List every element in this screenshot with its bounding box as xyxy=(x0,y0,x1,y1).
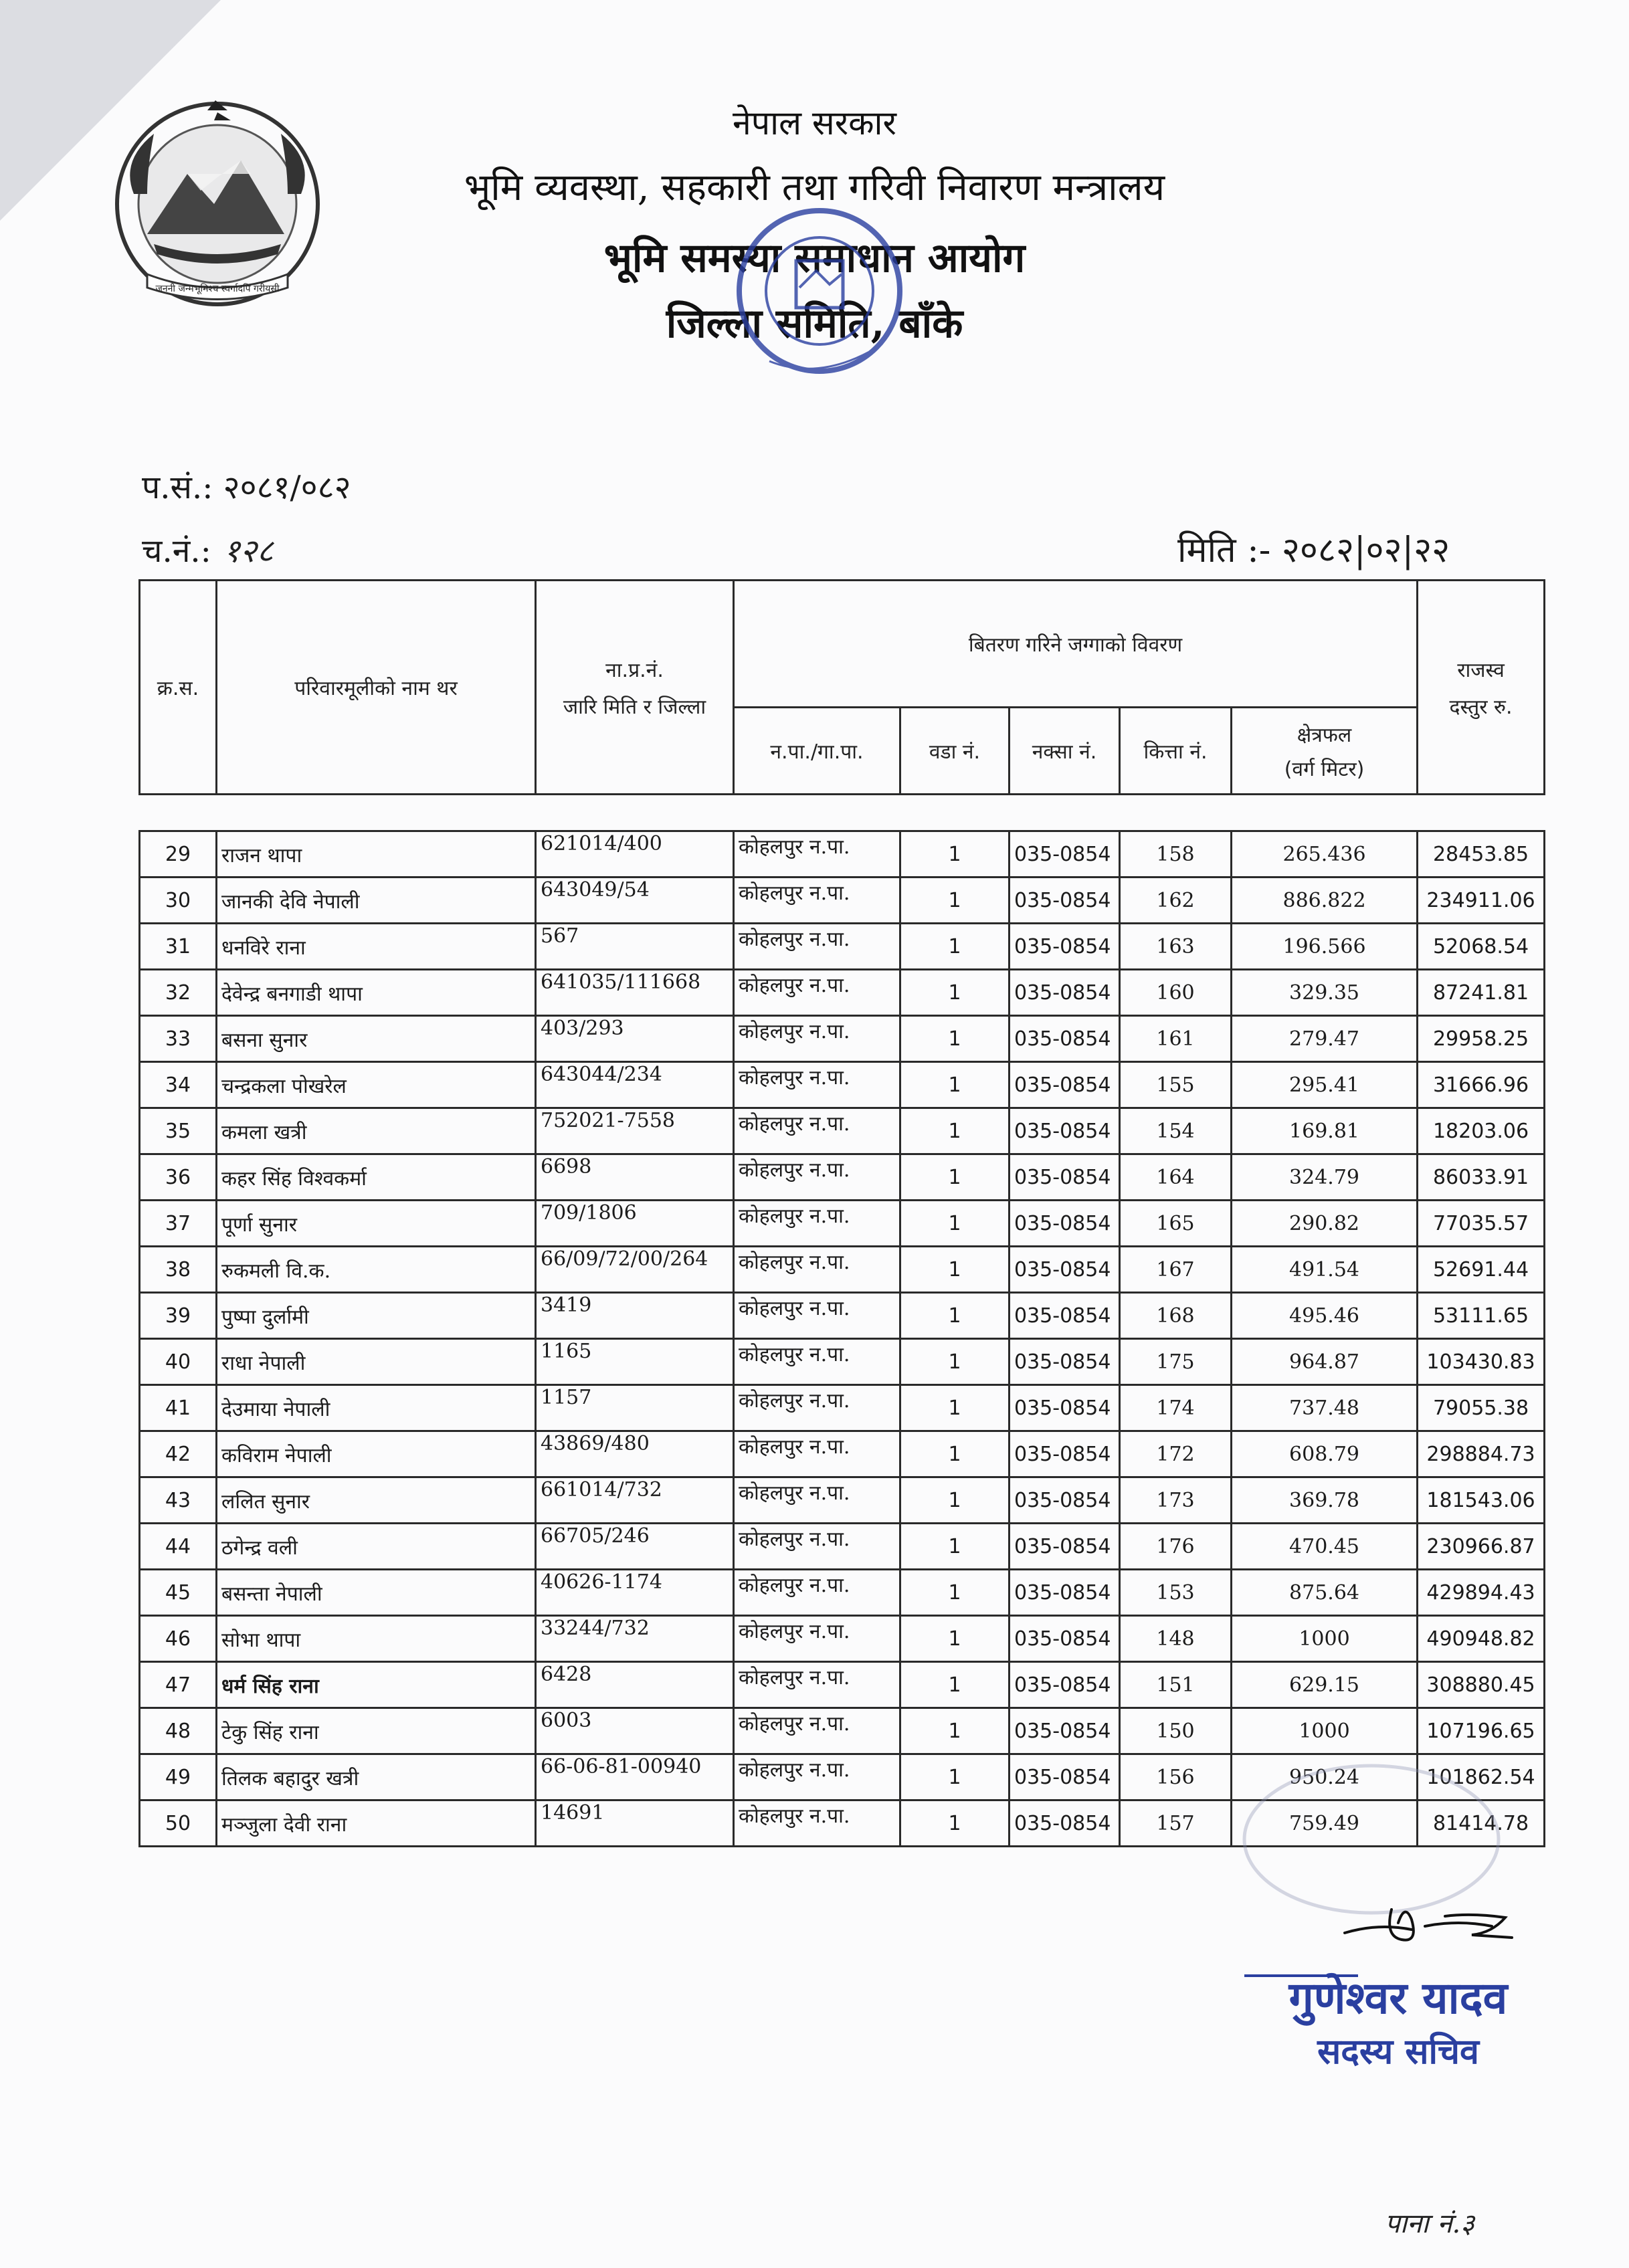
row-area-sqm: 608.79 xyxy=(1232,1431,1418,1477)
reference-label: प.सं.: xyxy=(142,469,213,506)
row-kitta-number: 151 xyxy=(1120,1662,1232,1708)
row-household-head-name: बसना सुनार xyxy=(217,1016,536,1062)
header-kitta: कित्ता नं. xyxy=(1120,708,1232,795)
row-municipality: कोहलपुर न.पा. xyxy=(734,1201,900,1247)
row-area-sqm: 369.78 xyxy=(1232,1477,1418,1524)
row-household-head-name: कहर सिंह विश्वकर्मा xyxy=(217,1154,536,1201)
table-row xyxy=(140,1662,1545,1708)
row-kitta-number: 175 xyxy=(1120,1339,1232,1385)
government-title: नेपाल सरकार xyxy=(733,104,896,142)
row-area-sqm: 491.54 xyxy=(1232,1247,1418,1293)
row-kitta-number: 154 xyxy=(1120,1108,1232,1154)
table-header xyxy=(140,581,1545,831)
row-municipality: कोहलपुर न.पा. xyxy=(734,1247,900,1293)
row-revenue-fee: 101862.54 xyxy=(1418,1754,1545,1800)
row-kitta-number: 176 xyxy=(1120,1524,1232,1570)
row-municipality: कोहलपुर न.पा. xyxy=(734,1431,900,1477)
row-revenue-fee: 234911.06 xyxy=(1418,878,1545,924)
row-map-number: 035-0854 xyxy=(1010,831,1120,878)
row-serial-number: 50 xyxy=(140,1800,217,1847)
row-serial-number: 41 xyxy=(140,1385,217,1431)
row-citizenship-number: 641035/111668 xyxy=(536,970,734,1016)
row-serial-number: 33 xyxy=(140,1016,217,1062)
row-citizenship-number: 14691 xyxy=(536,1800,734,1847)
row-map-number: 035-0854 xyxy=(1010,1385,1120,1431)
row-serial-number: 39 xyxy=(140,1293,217,1339)
row-serial-number: 35 xyxy=(140,1108,217,1154)
row-map-number: 035-0854 xyxy=(1010,1247,1120,1293)
row-kitta-number: 158 xyxy=(1120,831,1232,878)
header-land-details: बितरण गरिने जग्गाको विवरण xyxy=(734,581,1418,708)
row-revenue-fee: 52068.54 xyxy=(1418,924,1545,970)
row-map-number: 035-0854 xyxy=(1010,970,1120,1016)
row-ward-number: 1 xyxy=(900,1339,1010,1385)
signatory-name: गुणेश्वर यादव xyxy=(1288,1972,1508,2024)
header-citizenship-line2: जारि मिति र जिल्ला xyxy=(563,695,706,719)
row-kitta-number: 161 xyxy=(1120,1016,1232,1062)
row-map-number: 035-0854 xyxy=(1010,1154,1120,1201)
row-kitta-number: 157 xyxy=(1120,1800,1232,1847)
header-area xyxy=(1232,708,1418,795)
row-map-number: 035-0854 xyxy=(1010,1477,1120,1524)
row-ward-number: 1 xyxy=(900,831,1010,878)
row-serial-number: 42 xyxy=(140,1431,217,1477)
row-serial-number: 48 xyxy=(140,1708,217,1754)
row-household-head-name: सोभा थापा xyxy=(217,1616,536,1662)
header-map: नक्सा नं. xyxy=(1010,708,1120,795)
row-map-number: 035-0854 xyxy=(1010,1016,1120,1062)
row-revenue-fee: 53111.65 xyxy=(1418,1293,1545,1339)
row-area-sqm: 329.35 xyxy=(1232,970,1418,1016)
row-serial-number: 36 xyxy=(140,1154,217,1201)
row-kitta-number: 164 xyxy=(1120,1154,1232,1201)
table-row xyxy=(140,1154,1545,1201)
row-map-number: 035-0854 xyxy=(1010,1800,1120,1847)
row-map-number: 035-0854 xyxy=(1010,1293,1120,1339)
row-map-number: 035-0854 xyxy=(1010,1570,1120,1616)
table-body xyxy=(140,831,1545,1847)
row-map-number: 035-0854 xyxy=(1010,1524,1120,1570)
row-kitta-number: 163 xyxy=(1120,924,1232,970)
date-value: २०८२|०२|२२ xyxy=(1281,530,1450,571)
header-citizenship xyxy=(536,581,734,795)
row-municipality: कोहलपुर न.पा. xyxy=(734,1524,900,1570)
row-citizenship-number: 66705/246 xyxy=(536,1524,734,1570)
row-ward-number: 1 xyxy=(900,1293,1010,1339)
row-municipality: कोहलपुर न.पा. xyxy=(734,1385,900,1431)
row-ward-number: 1 xyxy=(900,878,1010,924)
row-kitta-number: 173 xyxy=(1120,1477,1232,1524)
table-row xyxy=(140,1708,1545,1754)
row-revenue-fee: 28453.85 xyxy=(1418,831,1545,878)
table-row xyxy=(140,1062,1545,1108)
row-map-number: 035-0854 xyxy=(1010,1339,1120,1385)
row-household-head-name: धनविरे राना xyxy=(217,924,536,970)
row-ward-number: 1 xyxy=(900,1385,1010,1431)
row-ward-number: 1 xyxy=(900,970,1010,1016)
row-revenue-fee: 230966.87 xyxy=(1418,1524,1545,1570)
row-municipality: कोहलपुर न.पा. xyxy=(734,970,900,1016)
row-kitta-number: 150 xyxy=(1120,1708,1232,1754)
row-household-head-name: बसन्ता नेपाली xyxy=(217,1570,536,1616)
row-household-head-name: कविराम नेपाली xyxy=(217,1431,536,1477)
row-serial-number: 49 xyxy=(140,1754,217,1800)
row-serial-number: 30 xyxy=(140,878,217,924)
row-ward-number: 1 xyxy=(900,1662,1010,1708)
row-household-head-name: चन्द्रकला पोखरेल xyxy=(217,1062,536,1108)
row-map-number: 035-0854 xyxy=(1010,1201,1120,1247)
row-area-sqm: 324.79 xyxy=(1232,1154,1418,1201)
header-citizenship-line1: ना.प्र.नं. xyxy=(605,658,664,682)
table-row xyxy=(140,1524,1545,1570)
header-revenue-fee xyxy=(1418,581,1545,795)
row-map-number: 035-0854 xyxy=(1010,1431,1120,1477)
row-municipality: कोहलपुर न.पा. xyxy=(734,1339,900,1385)
land-distribution-table xyxy=(138,579,1545,1847)
table-row xyxy=(140,831,1545,878)
row-revenue-fee: 107196.65 xyxy=(1418,1708,1545,1754)
header-municipality: न.पा./गा.पा. xyxy=(734,708,900,795)
row-area-sqm: 1000 xyxy=(1232,1616,1418,1662)
row-citizenship-number: 403/293 xyxy=(536,1016,734,1062)
header-gap xyxy=(140,795,1545,831)
ministry-title: भूमि व्यवस्था, सहकारी तथा गरिवी निवारण मन्त्रालय xyxy=(464,166,1165,209)
row-area-sqm: 964.87 xyxy=(1232,1339,1418,1385)
table-row xyxy=(140,1616,1545,1662)
row-citizenship-number: 43869/480 xyxy=(536,1431,734,1477)
row-area-sqm: 1000 xyxy=(1232,1708,1418,1754)
row-ward-number: 1 xyxy=(900,1800,1010,1847)
table-row xyxy=(140,1016,1545,1062)
row-citizenship-number: 643049/54 xyxy=(536,878,734,924)
row-citizenship-number: 6428 xyxy=(536,1662,734,1708)
row-map-number: 035-0854 xyxy=(1010,1062,1120,1108)
row-area-sqm: 875.64 xyxy=(1232,1570,1418,1616)
row-household-head-name: राधा नेपाली xyxy=(217,1339,536,1385)
row-kitta-number: 165 xyxy=(1120,1201,1232,1247)
row-household-head-name: राजन थापा xyxy=(217,831,536,878)
row-area-sqm: 295.41 xyxy=(1232,1062,1418,1108)
row-household-head-name: देउमाया नेपाली xyxy=(217,1385,536,1431)
row-area-sqm: 759.49 xyxy=(1232,1800,1418,1847)
row-ward-number: 1 xyxy=(900,1154,1010,1201)
row-revenue-fee: 490948.82 xyxy=(1418,1616,1545,1662)
row-serial-number: 32 xyxy=(140,970,217,1016)
row-revenue-fee: 298884.73 xyxy=(1418,1431,1545,1477)
row-municipality: कोहलपुर न.पा. xyxy=(734,1616,900,1662)
row-municipality: कोहलपुर न.पा. xyxy=(734,1800,900,1847)
row-household-head-name: ललित सुनार xyxy=(217,1477,536,1524)
row-household-head-name: जानकी देवि नेपाली xyxy=(217,878,536,924)
dispatch-number xyxy=(142,528,274,572)
row-area-sqm: 279.47 xyxy=(1232,1016,1418,1062)
dispatch-value: १२८ xyxy=(223,532,274,570)
table-row xyxy=(140,878,1545,924)
row-revenue-fee: 18203.06 xyxy=(1418,1108,1545,1154)
district-committee-title: जिल्ला समिति, बाँके xyxy=(666,300,963,347)
row-kitta-number: 174 xyxy=(1120,1385,1232,1431)
row-revenue-fee: 31666.96 xyxy=(1418,1062,1545,1108)
reference-number xyxy=(142,465,351,508)
row-citizenship-number: 66/09/72/00/264 xyxy=(536,1247,734,1293)
row-revenue-fee: 79055.38 xyxy=(1418,1385,1545,1431)
row-citizenship-number: 33244/732 xyxy=(536,1616,734,1662)
row-serial-number: 38 xyxy=(140,1247,217,1293)
row-ward-number: 1 xyxy=(900,1201,1010,1247)
row-citizenship-number: 752021-7558 xyxy=(536,1108,734,1154)
row-area-sqm: 265.436 xyxy=(1232,831,1418,878)
row-serial-number: 44 xyxy=(140,1524,217,1570)
reference-value: २०८१/०८२ xyxy=(223,469,351,506)
row-kitta-number: 156 xyxy=(1120,1754,1232,1800)
row-citizenship-number: 661014/732 xyxy=(536,1477,734,1524)
row-citizenship-number: 6698 xyxy=(536,1154,734,1201)
table-row xyxy=(140,1293,1545,1339)
commission-stamp xyxy=(723,194,917,388)
row-ward-number: 1 xyxy=(900,1431,1010,1477)
row-citizenship-number: 1165 xyxy=(536,1339,734,1385)
row-area-sqm: 290.82 xyxy=(1232,1201,1418,1247)
table-row xyxy=(140,1108,1545,1154)
row-municipality: कोहलपुर न.पा. xyxy=(734,1477,900,1524)
row-household-head-name: पुष्पा दुर्लामी xyxy=(217,1293,536,1339)
row-kitta-number: 162 xyxy=(1120,878,1232,924)
row-ward-number: 1 xyxy=(900,1477,1010,1524)
row-area-sqm: 629.15 xyxy=(1232,1662,1418,1708)
row-kitta-number: 153 xyxy=(1120,1570,1232,1616)
row-area-sqm: 169.81 xyxy=(1232,1108,1418,1154)
header-name: परिवारमूलीको नाम थर xyxy=(217,581,536,795)
row-ward-number: 1 xyxy=(900,924,1010,970)
row-ward-number: 1 xyxy=(900,1570,1010,1616)
row-revenue-fee: 52691.44 xyxy=(1418,1247,1545,1293)
row-household-head-name: पूर्णा सुनार xyxy=(217,1201,536,1247)
handwritten-signature xyxy=(1338,1896,1539,1956)
table-row xyxy=(140,1385,1545,1431)
row-ward-number: 1 xyxy=(900,1616,1010,1662)
row-map-number: 035-0854 xyxy=(1010,1708,1120,1754)
row-citizenship-number: 709/1806 xyxy=(536,1201,734,1247)
row-household-head-name: रुकमली वि.क. xyxy=(217,1247,536,1293)
row-ward-number: 1 xyxy=(900,1708,1010,1754)
row-kitta-number: 172 xyxy=(1120,1431,1232,1477)
row-revenue-fee: 81414.78 xyxy=(1418,1800,1545,1847)
row-serial-number: 37 xyxy=(140,1201,217,1247)
row-household-head-name: देवेन्द्र बनगाडी थापा xyxy=(217,970,536,1016)
row-municipality: कोहलपुर न.पा. xyxy=(734,1108,900,1154)
table-row xyxy=(140,1431,1545,1477)
dispatch-label: च.नं.: xyxy=(142,532,211,570)
row-kitta-number: 155 xyxy=(1120,1062,1232,1108)
row-citizenship-number: 6003 xyxy=(536,1708,734,1754)
row-serial-number: 47 xyxy=(140,1662,217,1708)
row-citizenship-number: 1157 xyxy=(536,1385,734,1431)
row-serial-number: 29 xyxy=(140,831,217,878)
row-citizenship-number: 621014/400 xyxy=(536,831,734,878)
row-area-sqm: 886.822 xyxy=(1232,878,1418,924)
table-row xyxy=(140,1339,1545,1385)
row-kitta-number: 160 xyxy=(1120,970,1232,1016)
row-ward-number: 1 xyxy=(900,1247,1010,1293)
table-row xyxy=(140,1477,1545,1524)
row-serial-number: 46 xyxy=(140,1616,217,1662)
row-area-sqm: 470.45 xyxy=(1232,1524,1418,1570)
row-serial-number: 34 xyxy=(140,1062,217,1108)
table-row xyxy=(140,1201,1545,1247)
row-serial-number: 43 xyxy=(140,1477,217,1524)
row-serial-number: 31 xyxy=(140,924,217,970)
table-row xyxy=(140,1247,1545,1293)
header-fee-line2: दस्तुर रु. xyxy=(1449,695,1513,719)
table-row xyxy=(140,1570,1545,1616)
document-date xyxy=(1177,525,1450,573)
row-municipality: कोहलपुर न.पा. xyxy=(734,1154,900,1201)
row-household-head-name: कमला खत्री xyxy=(217,1108,536,1154)
row-kitta-number: 148 xyxy=(1120,1616,1232,1662)
page-number: पाना नं.३ xyxy=(1385,2208,1475,2239)
row-revenue-fee: 429894.43 xyxy=(1418,1570,1545,1616)
row-ward-number: 1 xyxy=(900,1524,1010,1570)
date-label: मिति :- xyxy=(1177,530,1271,571)
header-sn: क्र.स. xyxy=(140,581,217,795)
row-map-number: 035-0854 xyxy=(1010,1616,1120,1662)
row-area-sqm: 495.46 xyxy=(1232,1293,1418,1339)
row-kitta-number: 167 xyxy=(1120,1247,1232,1293)
signatory-title: सदस्य सचिव xyxy=(1317,2032,1479,2072)
header-area-line2: (वर्ग मिटर) xyxy=(1284,757,1365,781)
row-ward-number: 1 xyxy=(900,1062,1010,1108)
row-municipality: कोहलपुर न.पा. xyxy=(734,1662,900,1708)
row-revenue-fee: 87241.81 xyxy=(1418,970,1545,1016)
row-household-head-name: टेकु सिंह राना xyxy=(217,1708,536,1754)
row-map-number: 035-0854 xyxy=(1010,878,1120,924)
row-area-sqm: 950.24 xyxy=(1232,1754,1418,1800)
row-revenue-fee: 86033.91 xyxy=(1418,1154,1545,1201)
svg-text:जननी जन्मभूमिश्च स्वर्गादपि गर: जननी जन्मभूमिश्च स्वर्गादपि गरीयसी xyxy=(155,284,280,294)
commission-title: भूमि समस्या समाधान आयोग xyxy=(603,235,1026,282)
row-kitta-number: 168 xyxy=(1120,1293,1232,1339)
row-map-number: 035-0854 xyxy=(1010,1662,1120,1708)
row-revenue-fee: 308880.45 xyxy=(1418,1662,1545,1708)
row-revenue-fee: 77035.57 xyxy=(1418,1201,1545,1247)
row-citizenship-number: 567 xyxy=(536,924,734,970)
row-municipality: कोहलपुर न.पा. xyxy=(734,1062,900,1108)
row-municipality: कोहलपुर न.पा. xyxy=(734,1708,900,1754)
row-revenue-fee: 181543.06 xyxy=(1418,1477,1545,1524)
row-citizenship-number: 40626-1174 xyxy=(536,1570,734,1616)
row-revenue-fee: 29958.25 xyxy=(1418,1016,1545,1062)
row-municipality: कोहलपुर न.पा. xyxy=(734,1293,900,1339)
header-fee-line1: राजस्व xyxy=(1457,658,1505,682)
row-ward-number: 1 xyxy=(900,1108,1010,1154)
row-area-sqm: 196.566 xyxy=(1232,924,1418,970)
row-municipality: कोहलपुर न.पा. xyxy=(734,1754,900,1800)
row-serial-number: 40 xyxy=(140,1339,217,1385)
row-serial-number: 45 xyxy=(140,1570,217,1616)
header-area-line1: क्षेत्रफल xyxy=(1297,723,1352,747)
row-ward-number: 1 xyxy=(900,1754,1010,1800)
row-area-sqm: 737.48 xyxy=(1232,1385,1418,1431)
row-household-head-name: तिलक बहादुर खत्री xyxy=(217,1754,536,1800)
row-map-number: 035-0854 xyxy=(1010,924,1120,970)
row-household-head-name: ठगेन्द्र वली xyxy=(217,1524,536,1570)
row-municipality: कोहलपुर न.पा. xyxy=(734,1016,900,1062)
row-map-number: 035-0854 xyxy=(1010,1754,1120,1800)
row-household-head-name: मञ्जुला देवी राना xyxy=(217,1800,536,1847)
row-citizenship-number: 66-06-81-00940 xyxy=(536,1754,734,1800)
row-ward-number: 1 xyxy=(900,1016,1010,1062)
row-municipality: कोहलपुर न.पा. xyxy=(734,924,900,970)
row-municipality: कोहलपुर न.पा. xyxy=(734,1570,900,1616)
table-row xyxy=(140,924,1545,970)
row-citizenship-number: 3419 xyxy=(536,1293,734,1339)
row-municipality: कोहलपुर न.पा. xyxy=(734,878,900,924)
header-ward: वडा नं. xyxy=(900,708,1010,795)
table-row xyxy=(140,970,1545,1016)
row-revenue-fee: 103430.83 xyxy=(1418,1339,1545,1385)
row-municipality: कोहलपुर न.पा. xyxy=(734,831,900,878)
row-map-number: 035-0854 xyxy=(1010,1108,1120,1154)
row-household-head-name: धर्म सिंह राना xyxy=(217,1662,536,1708)
row-citizenship-number: 643044/234 xyxy=(536,1062,734,1108)
